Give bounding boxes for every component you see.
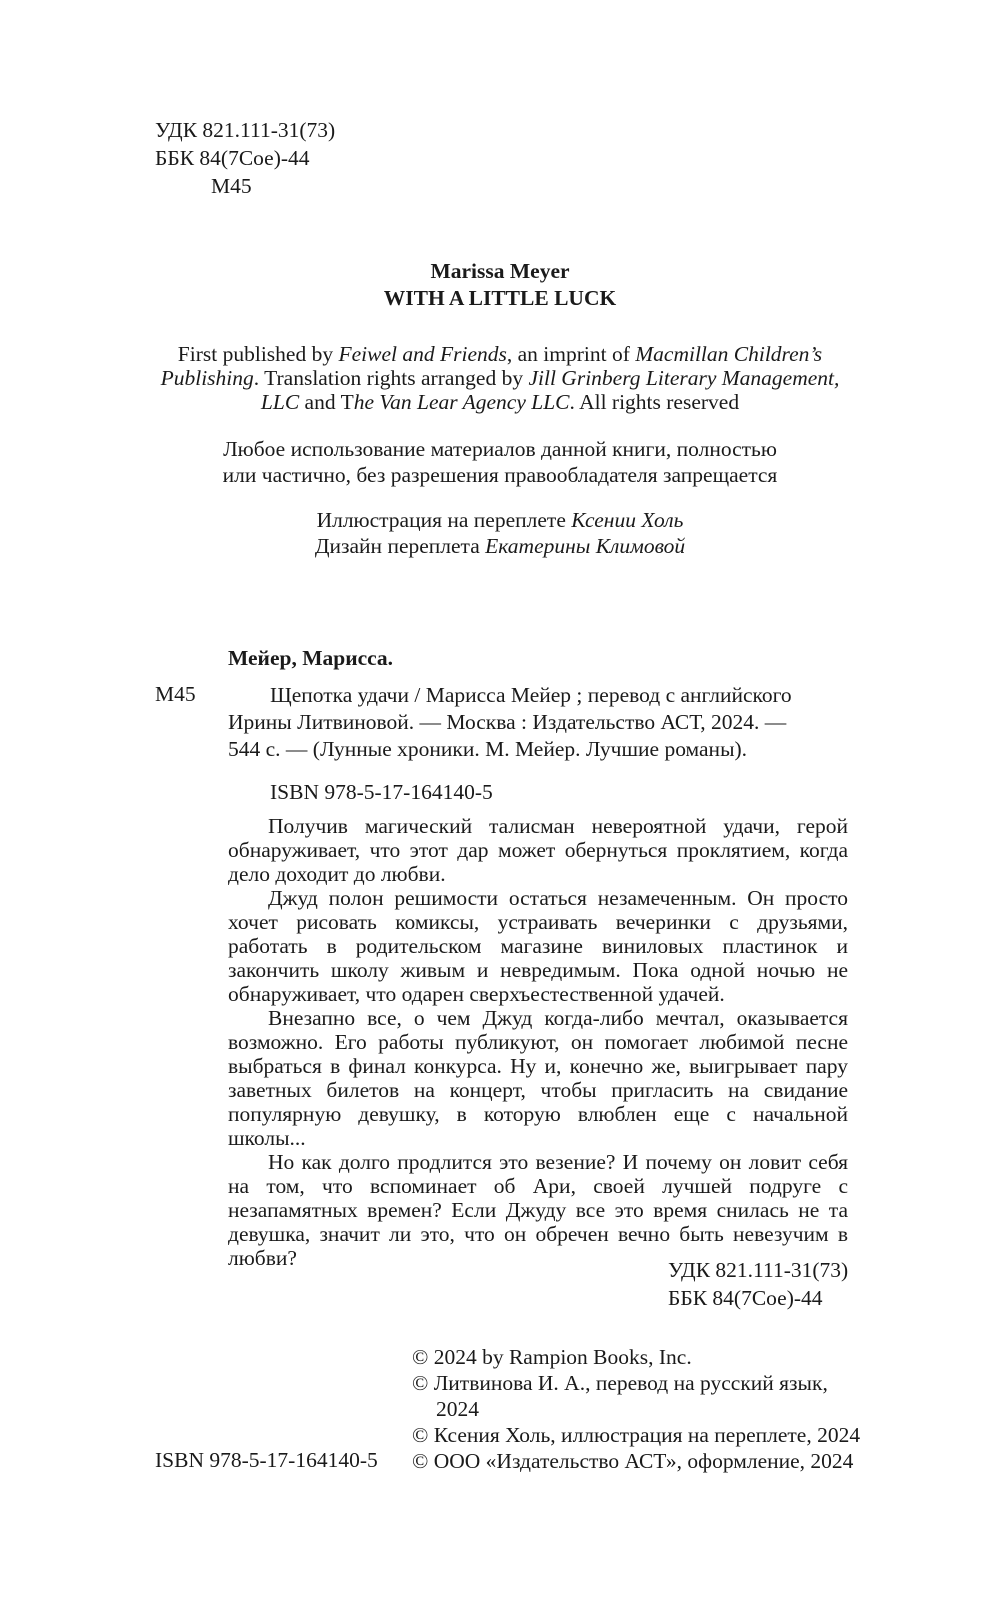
original-title: WITH A LITTLE LUCK [383, 286, 617, 310]
annotation [228, 814, 848, 1270]
original-author: Marissa Meyer [430, 259, 570, 283]
biblio-isbn: ISBN 978-5-17-164140-5 [270, 780, 493, 804]
rights-line-3: LLC and The Van Lear Agency LLC. All rights reserved [260, 390, 740, 414]
copyright-block [412, 1344, 872, 1474]
isbn-bottom: ISBN 978-5-17-164140-5 [155, 1448, 378, 1472]
copyright-line: © ООО «Издательство АСТ», оформление, 2024 [412, 1449, 854, 1473]
bottom-classification-codes [668, 1256, 848, 1312]
biblio-line-2: Ирины Литвиновой. — Москва : Издательство АСТ, 2024. — [228, 710, 787, 734]
prohibition-line-2: или частично, без разрешения правообладателя запрещается [222, 463, 778, 487]
cover-design-credit: Дизайн переплета Екатерины Климовой [314, 534, 686, 558]
author-mark: М45 [211, 174, 252, 198]
illustration-credit: Иллюстрация на переплете Ксении Холь [316, 508, 684, 532]
rights-line-2: Publishing. Translation rights arranged by Jill Grinberg Literary Management, [160, 366, 840, 390]
bbk-code-bottom: ББК 84(7Сое)-44 [668, 1286, 823, 1310]
biblio-author-heading: Мейер, Марисса. [228, 646, 394, 670]
design-credits [0, 507, 1000, 559]
copyright-line: © 2024 by Rampion Books, Inc. [412, 1345, 692, 1369]
copy-prohibition-notice [0, 436, 1000, 488]
biblio-line-1: Щепотка удачи / Марисса Мейер ; перевод с английского [270, 683, 792, 707]
udk-code: УДК 821.111-31(73) [155, 118, 336, 142]
annotation-paragraph: Но как долго продлится это везение? И почему он ловит себя на том, что вспоминает об Ари, своей лучшей подруге с незапамятных времен? Если Джуду все это время снилась не та девушка, значит ли это, что он обречен вечно быть невезучим в любви? [228, 1150, 848, 1270]
top-classification-codes [155, 118, 335, 202]
rights-notice [0, 342, 1000, 414]
rights-line-1: First published by Feiwel and Friends, an imprint of Macmillan Children’s [177, 342, 823, 366]
copyright-line-continued: 2024 [436, 1397, 479, 1421]
prohibition-line-1: Любое использование материалов данной книги, полностью [223, 437, 777, 461]
udk-code-bottom: УДК 821.111-31(73) [668, 1258, 849, 1282]
biblio-author-mark: М45 [155, 682, 196, 706]
copyright-line: © Ксения Холь, иллюстрация на переплете, 2024 [412, 1423, 861, 1447]
biblio-line-3: 544 с. — (Лунные хроники. М. Мейер. Лучшие романы). [228, 737, 748, 761]
bbk-code: ББК 84(7Сое)-44 [155, 146, 310, 170]
original-title-block [0, 258, 1000, 312]
biblio-description [228, 682, 848, 763]
annotation-paragraph: Получив магический талисман невероятной удачи, герой обнаруживает, что этот дар может обернуться проклятием, когда дело доходит до любви. [228, 814, 848, 886]
annotation-paragraph: Джуд полон решимости остаться незамеченным. Он просто хочет рисовать комиксы, устраивать вечеринки с друзьями, работать в родительском магазине виниловых пластинок и закончить школу живым и невредимым. Пока одной ночью не обнаруживает, что одарен сверхъестественной удачей. [228, 886, 848, 1006]
annotation-paragraph: Внезапно все, о чем Джуд когда-либо мечтал, оказывается возможно. Его работы публикуют, он помогает любимой песне выбраться в финал конкурса. Ну и, конечно же, выигрывает пару заветных билетов на концерт, чтобы пригласить на свидание популярную девушку, в которую влюблен еще с начальной школы... [228, 1006, 848, 1150]
copyright-line: © Литвинова И. А., перевод на русский язык, [412, 1371, 828, 1395]
